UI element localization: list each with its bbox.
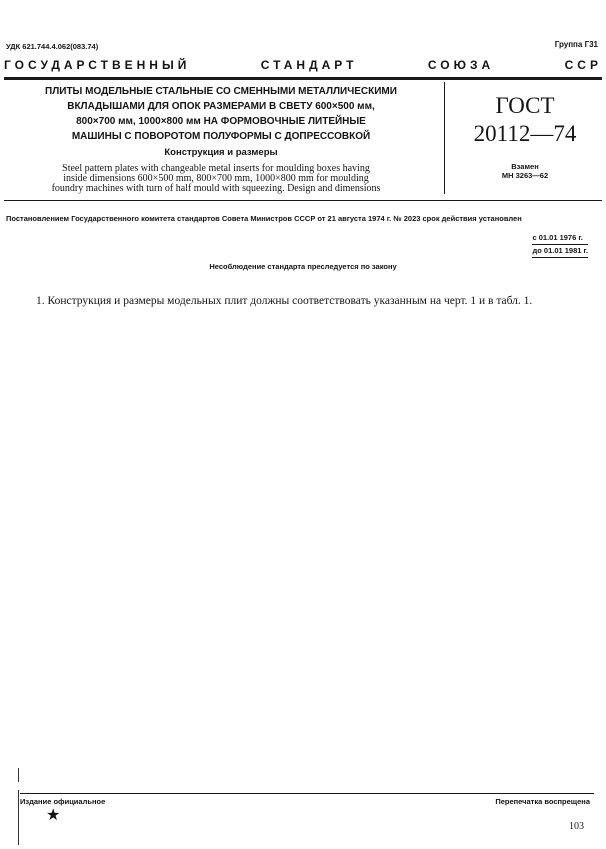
title-bottom-divider (4, 200, 602, 201)
banner-word: СТАНДАРТ (260, 58, 358, 72)
decree-text: Постановлением Государственного комитета стандартов Совета Министров СССР от 21 августа 1974 г. № 2023 срок действия установлен (6, 214, 522, 223)
margin-mark (18, 768, 19, 782)
gost-label: ГОСТ (495, 93, 555, 118)
state-standard-banner (4, 58, 602, 72)
udc-code: УДК 621.744.4.062(083.74) (6, 42, 99, 51)
russian-title-line: ПЛИТЫ МОДЕЛЬНЫЕ СТАЛЬНЫЕ СО СМЕННЫМИ МЕТАЛЛИЧЕСКИМИ (45, 86, 397, 97)
replaces-label: Взамен (511, 162, 539, 171)
title-column-divider (444, 82, 445, 194)
english-title-line: Steel pattern plates with changeable metal inserts for moulding boxes having (62, 163, 370, 174)
margin-mark (18, 790, 19, 845)
russian-title-line: МАШИНЫ С ПОВОРОТОМ ПОЛУФОРМЫ С ДОПРЕССОВКОЙ (71, 131, 371, 142)
replaces-block (460, 162, 590, 180)
legal-notice: Несоблюдение стандарта преследуется по закону (209, 262, 397, 271)
banner-word: ССР (564, 58, 602, 72)
page-number: 103 (569, 821, 584, 832)
gost-number: 20112—74 (473, 121, 577, 146)
russian-subtitle: Конструкция и размеры (164, 147, 278, 158)
validity-dates (532, 232, 588, 258)
footer-divider (20, 793, 594, 794)
russian-title-line: 800×700 мм, 1000×800 мм НА ФОРМОВОЧНЫЕ ЛИТЕЙНЫЕ (76, 116, 366, 127)
date-from: с 01.01 1976 г. (532, 232, 588, 245)
group-code: Группа Г31 (554, 40, 598, 49)
russian-title-line: ВКЛАДЫШАМИ ДЛЯ ОПОК РАЗМЕРАМИ В СВЕТУ 600×500 мм, (67, 101, 375, 112)
replaces-value: МН 3263—62 (501, 171, 549, 180)
gost-code (460, 92, 590, 148)
date-to: до 01.01 1981 г. (532, 245, 588, 258)
header-divider (4, 77, 602, 80)
paragraph-1: 1. Конструкция и размеры модельных плит должны соответствовать указанным на черт. 1 и в табл. 1. (36, 295, 533, 307)
star-icon: ★ (46, 807, 61, 824)
english-title (6, 164, 426, 194)
banner-word: СОЮЗА (427, 58, 495, 72)
edition-label: Издание официальное (20, 797, 106, 806)
reprint-notice: Перепечатка воспрещена (495, 797, 590, 806)
banner-word: ГОСУДАРСТВЕННЫЙ (4, 58, 191, 72)
russian-title (6, 84, 436, 144)
english-title-line: foundry machines with turn of half mould with squeezing. Design and dimensions (51, 183, 381, 194)
english-title-line: inside dimensions 600×500 mm, 800×700 mm, 1000×800 mm for moulding (63, 173, 369, 184)
